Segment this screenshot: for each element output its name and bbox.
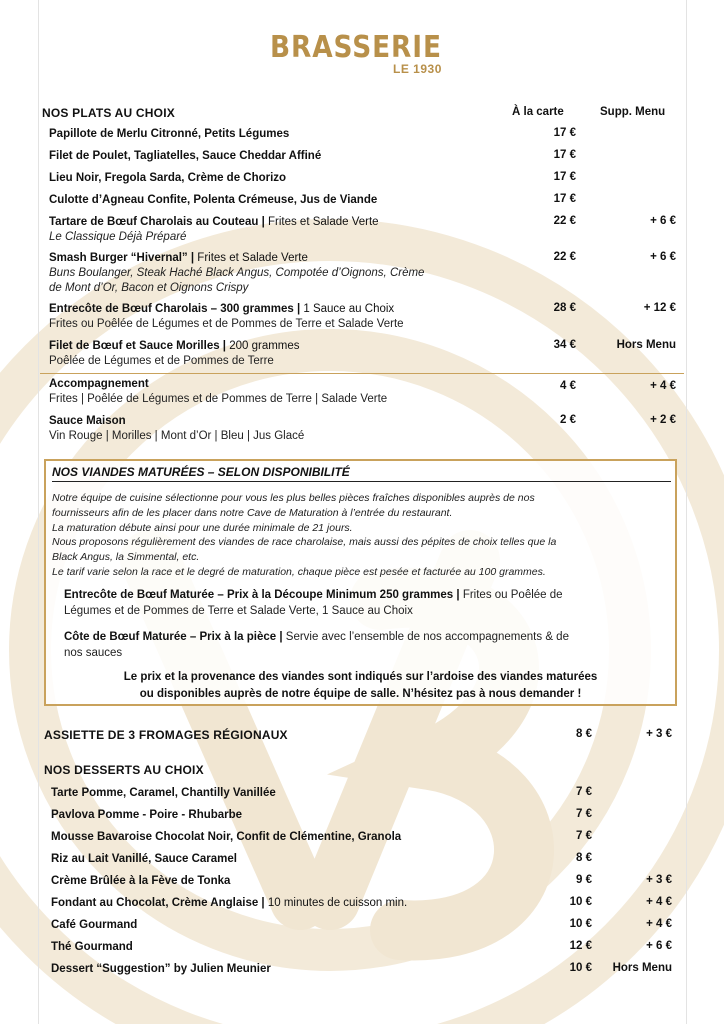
- dessert-item: [51, 918, 501, 933]
- dessert-item: [51, 852, 501, 867]
- dessert-supp: + 4 €: [646, 896, 672, 908]
- logo-wordmark: BRASSERIE: [270, 30, 442, 65]
- dessert-price: 10 €: [569, 918, 592, 930]
- section-divider: [40, 373, 684, 374]
- dessert-name: Riz au Lait Vanillé, Sauce Caramel: [51, 853, 237, 865]
- a-la-carte-header: À la carte: [512, 106, 564, 118]
- dessert-name: Pavlova Pomme - Poire - Rhubarbe: [51, 809, 243, 821]
- viandes-section-title: NOS VIANDES MATURÉES – SELON DISPONIBILITÉ: [52, 465, 350, 479]
- plat-item: [49, 215, 499, 245]
- plat-subtitle-2: de Mont d’Or, Bacon et Oignons Crispy: [49, 282, 249, 294]
- dessert-price: 10 €: [569, 896, 592, 908]
- maturee-subtitle: Légumes et de Pommes de Terre et Salade Verte, 1 Sauce au Choix: [64, 604, 413, 617]
- plat-item: [49, 339, 499, 369]
- dessert-supp: + 4 €: [646, 918, 672, 930]
- plat-price: 22 €: [553, 251, 576, 263]
- dessert-name: Dessert “Suggestion” by Julien Meunier: [51, 963, 271, 975]
- extra-item: [49, 377, 499, 407]
- plat-name: Lieu Noir, Fregola Sarda, Crème de Chorizo: [49, 172, 287, 184]
- dessert-name: Fondant au Chocolat, Crème Anglaise |: [51, 897, 265, 909]
- viandes-note: [46, 669, 675, 703]
- plat-name: Tartare de Bœuf Charolais au Couteau |: [49, 216, 265, 228]
- maturee-name: Côte de Bœuf Maturée – Prix à la pièce |: [64, 631, 283, 643]
- plat-supp: + 12 €: [643, 302, 676, 314]
- plat-supp: + 6 €: [650, 251, 676, 263]
- extra-supp: + 4 €: [650, 380, 676, 392]
- extra-name: Accompagnement: [49, 378, 149, 390]
- plat-price: 17 €: [553, 127, 576, 139]
- dessert-supp: Hors Menu: [612, 962, 672, 974]
- dessert-price: 7 €: [576, 830, 592, 842]
- maturee-item: [64, 588, 664, 619]
- dessert-price: 7 €: [576, 786, 592, 798]
- plat-item: [49, 149, 499, 164]
- maturee-desc: Frites ou Poêlée de: [459, 589, 563, 601]
- note-line: ou disponibles auprès de notre équipe de salle. N’hésitez pas à nous demander !: [139, 688, 582, 700]
- plat-price: 17 €: [553, 149, 576, 161]
- plat-price: 17 €: [553, 193, 576, 205]
- plat-name: Entrecôte de Bœuf Charolais – 300 grammes |: [49, 303, 301, 315]
- supp-menu-header: Supp. Menu: [600, 106, 666, 118]
- plat-subtitle: Poêlée de Légumes et de Pommes de Terre: [49, 355, 274, 367]
- dessert-price: 12 €: [569, 940, 592, 952]
- plat-subtitle: Frites ou Poêlée de Légumes et de Pommes de Terre et Salade Verte: [49, 318, 404, 330]
- dessert-name: Café Gourmand: [51, 919, 138, 931]
- logo-subtitle: LE 1930: [393, 62, 442, 76]
- dessert-price: 10 €: [569, 962, 592, 974]
- plats-section-title: NOS PLATS AU CHOIX: [42, 106, 175, 120]
- note-line: Le prix et la provenance des viandes sont indiqués sur l’ardoise des viandes maturées: [123, 671, 598, 683]
- plat-subtitle: Buns Boulanger, Steak Haché Black Angus, Compotée d’Oignons, Crème: [49, 267, 425, 279]
- extra-item: [49, 414, 499, 444]
- extra-subtitle: Frites | Poêlée de Légumes et de Pommes de Terre | Salade Verte: [49, 393, 388, 405]
- extra-supp: + 2 €: [650, 414, 676, 426]
- plat-name: Papillote de Merlu Citronné, Petits Légumes: [49, 128, 290, 140]
- plat-item: [49, 171, 499, 186]
- plat-item: [49, 251, 499, 296]
- dessert-price: 8 €: [576, 852, 592, 864]
- plat-item: [49, 127, 499, 142]
- extra-price: 2 €: [560, 414, 576, 426]
- extra-name: Sauce Maison: [49, 415, 126, 427]
- maturee-item: [64, 630, 664, 661]
- dessert-supp: + 3 €: [646, 874, 672, 886]
- viandes-description: [52, 491, 672, 580]
- plat-supp: + 6 €: [650, 215, 676, 227]
- dessert-item: [51, 940, 501, 955]
- plat-subtitle: Le Classique Déjà Préparé: [49, 231, 187, 243]
- brasserie-logo: [270, 30, 460, 80]
- dessert-item: [51, 830, 501, 845]
- dessert-desc: 10 minutes de cuisson min.: [264, 897, 408, 909]
- paragraph-line: Nous proposons régulièrement des viandes de race charolaise, mais aussi des pépites de choix telles que la: [52, 536, 557, 549]
- viandes-maturees-box: [44, 459, 677, 706]
- dessert-item: [51, 786, 501, 801]
- paragraph-line: Le tarif varie selon la race et le degré de maturation, chaque pièce est pesée et facturée au 100 grammes.: [52, 565, 546, 578]
- plat-name: Filet de Poulet, Tagliatelles, Sauce Cheddar Affiné: [49, 150, 322, 162]
- plat-item: [49, 193, 499, 208]
- extra-price: 4 €: [560, 380, 576, 392]
- fromages-price: 8 €: [576, 728, 592, 740]
- plat-desc: 1 Sauce au Choix: [300, 303, 395, 315]
- dessert-name: Crème Brûlée à la Fève de Tonka: [51, 875, 231, 887]
- dessert-name: Tarte Pomme, Caramel, Chantilly Vanillée: [51, 787, 276, 799]
- plat-supp: Hors Menu: [616, 339, 676, 351]
- maturee-subtitle: nos sauces: [64, 646, 123, 659]
- desserts-section-title: NOS DESSERTS AU CHOIX: [44, 763, 204, 777]
- plat-desc: Frites et Salade Verte: [194, 252, 308, 264]
- dessert-name: Mousse Bavaroise Chocolat Noir, Confit de Clémentine, Granola: [51, 831, 402, 843]
- fromages-supp: + 3 €: [646, 728, 672, 740]
- dessert-price: 9 €: [576, 874, 592, 886]
- plat-price: 34 €: [553, 339, 576, 351]
- plat-name: Culotte d’Agneau Confite, Polenta Crémeuse, Jus de Viande: [49, 194, 378, 206]
- paragraph-line: fournisseurs afin de les placer dans notre Cave de Maturation à l’entrée du restaurant.: [52, 506, 453, 519]
- dessert-item: [51, 962, 501, 977]
- paragraph-line: Notre équipe de cuisine sélectionne pour vous les plus belles pièces fraîches disponibles auprès de nos: [52, 492, 535, 504]
- plat-desc: 200 grammes: [226, 340, 300, 352]
- plat-item: [49, 302, 499, 332]
- dessert-name: Thé Gourmand: [51, 941, 133, 953]
- paragraph-line: La maturation débute ainsi pour une durée minimale de 21 jours.: [52, 521, 353, 534]
- plat-desc: Frites et Salade Verte: [264, 216, 379, 228]
- paragraph-line: Black Angus, la Simmental, etc.: [52, 551, 200, 564]
- dessert-supp: + 6 €: [646, 940, 672, 952]
- dessert-item: [51, 896, 501, 911]
- plat-name: Filet de Bœuf et Sauce Morilles |: [49, 340, 227, 352]
- dessert-item: [51, 808, 501, 823]
- title-underline: [52, 481, 671, 482]
- dessert-item: [51, 874, 501, 889]
- fromages-section-title: ASSIETTE DE 3 FROMAGES RÉGIONAUX: [44, 728, 288, 742]
- maturee-name: Entrecôte de Bœuf Maturée – Prix à la Découpe Minimum 250 grammes |: [64, 589, 460, 601]
- maturee-desc: Servie avec l’ensemble de nos accompagnements & de: [282, 631, 569, 643]
- plat-price: 22 €: [553, 215, 576, 227]
- plat-name: Smash Burger “Hivernal” |: [49, 252, 195, 264]
- plat-price: 17 €: [553, 171, 576, 183]
- dessert-price: 7 €: [576, 808, 592, 820]
- extra-subtitle: Vin Rouge | Morilles | Mont d’Or | Bleu | Jus Glacé: [49, 430, 305, 442]
- plat-price: 28 €: [553, 302, 576, 314]
